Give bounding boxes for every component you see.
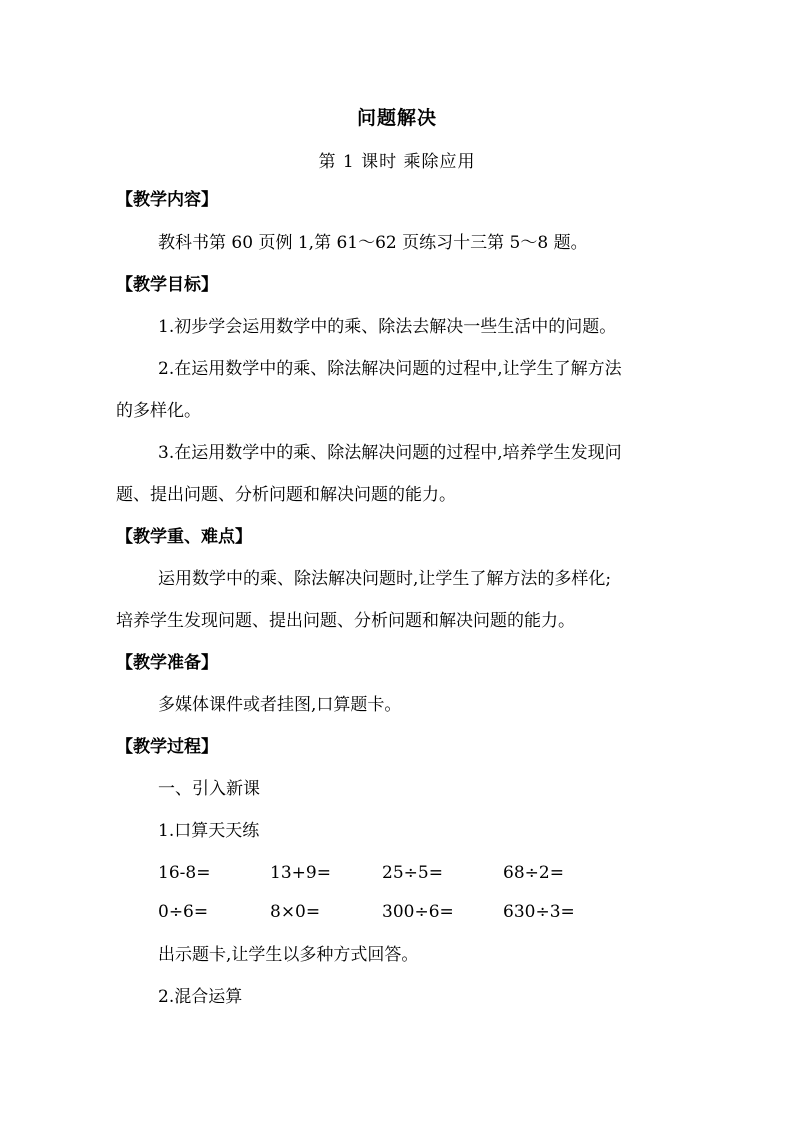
process-note: 出示题卡,让学生以多种方式回答。 xyxy=(158,945,419,965)
key-points-line-2: 培养学生发现问题、提出问题、分析问题和解决问题的能力。 xyxy=(116,611,575,631)
heading-content: 【教学内容】 xyxy=(116,190,218,210)
process-step-1: 一、引入新课 xyxy=(158,779,260,799)
math-item: 16-8= xyxy=(158,863,211,883)
goal-item-1: 1.初步学会运用数学中的乘、除法去解决一些生活中的问题。 xyxy=(158,317,617,337)
math-item: 25÷5= xyxy=(382,863,443,883)
math-item: 0÷6= xyxy=(158,902,209,922)
heading-preparation: 【教学准备】 xyxy=(116,653,218,673)
heading-key-points: 【教学重、难点】 xyxy=(116,527,252,547)
goal-item-3-line-1: 3.在运用数学中的乘、除法解决问题的过程中,培养学生发现问 xyxy=(158,443,622,463)
process-sub-2: 2.混合运算 xyxy=(158,987,243,1007)
preparation-text: 多媒体课件或者挂图,口算题卡。 xyxy=(158,695,402,715)
math-item: 68÷2= xyxy=(503,863,564,883)
key-points-line-1: 运用数学中的乘、除法解决问题时,让学生了解方法的多样化; xyxy=(158,569,612,589)
page-title: 问题解决 xyxy=(356,107,437,129)
goal-item-3-line-2: 题、提出问题、分析问题和解决问题的能力。 xyxy=(116,485,456,505)
content-text: 教科书第 60 页例 1,第 61～62 页练习十三第 5～8 题。 xyxy=(158,233,588,253)
heading-process: 【教学过程】 xyxy=(116,737,218,757)
goal-item-2-line-2: 的多样化。 xyxy=(116,401,201,421)
heading-goals: 【教学目标】 xyxy=(116,275,218,295)
process-sub-1: 1.口算天天练 xyxy=(158,821,260,841)
math-item: 8×0= xyxy=(270,902,321,922)
goal-item-2-line-1: 2.在运用数学中的乘、除法解决问题的过程中,让学生了解方法 xyxy=(158,359,622,379)
lesson-subtitle: 第 1 课时 乘除应用 xyxy=(318,152,476,172)
math-item: 13+9= xyxy=(270,863,331,883)
math-item: 300÷6= xyxy=(382,902,454,922)
math-item: 630÷3= xyxy=(503,902,575,922)
